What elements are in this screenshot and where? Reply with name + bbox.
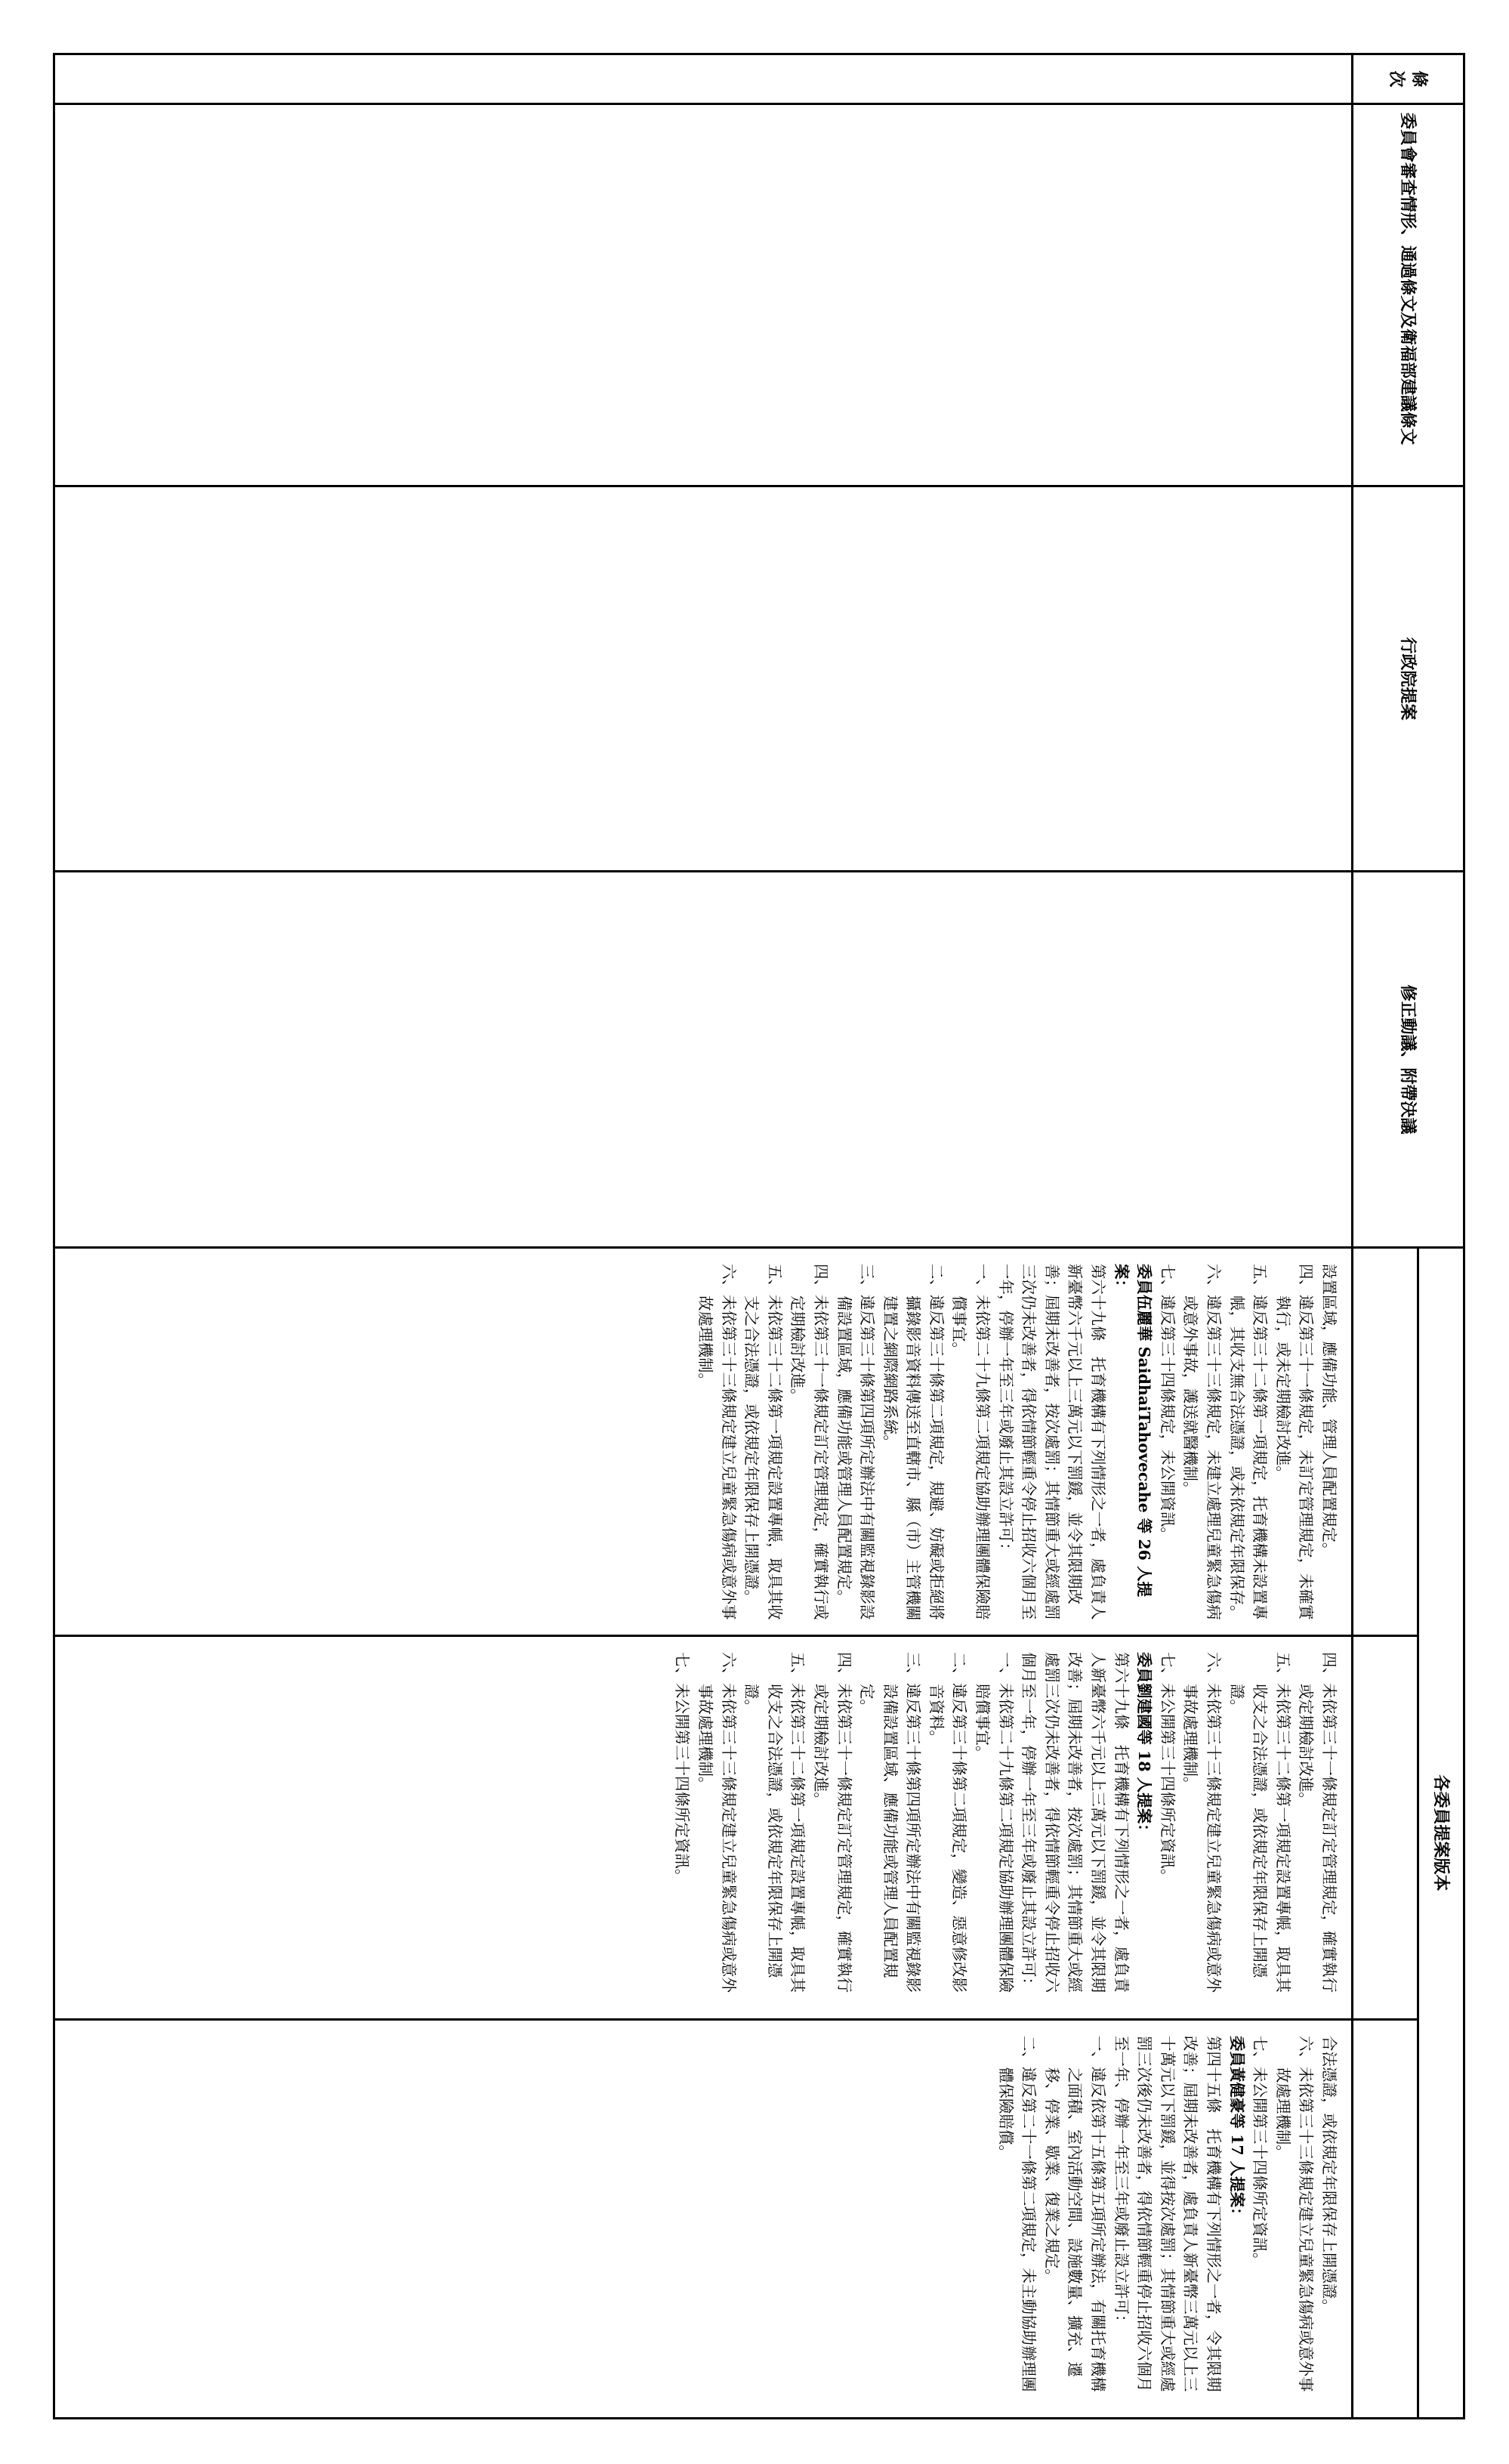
cell-committee-text xyxy=(54,104,1353,486)
article-item: 六、違反第三十三條規定，未建立處理兒童緊急傷病或意外事故，護送就醫機制。 xyxy=(1181,1264,1224,1620)
proposal-heading: 委員伍麗華 SaidhaiTahovecahe 等 26 人提案： xyxy=(1112,1264,1154,1598)
article-item: 五、未依第三十二條第一項規定設置專帳，取具其收支之合法憑證，或依規定年限保存上開憑證。 xyxy=(742,1652,807,1993)
header-executive-proposal: 行政院提案 xyxy=(1353,486,1464,872)
header-amendment: 修正動議、附帶決議 xyxy=(1353,872,1464,1248)
proposal-heading: 委員黃健豪等 17 人提案： xyxy=(1227,2036,1246,2223)
article-item: 七、違反第三十四條規定，未公開資訊。 xyxy=(1158,1264,1177,1542)
article-item: 二、違反第三十條第二項規定，規避、妨礙或拒絕將攝錄影音資料傳送至直轄市、縣（市）主管機關建置之網際網路系統。 xyxy=(881,1264,946,1621)
article-item: 一、未依第二十九條第二項規定協助辦理團體保險賠償事宜。 xyxy=(950,1264,992,1620)
article-item: 七、未公開第三十四條所定資訊。 xyxy=(1158,1652,1177,1885)
cell-proposal-column-1 xyxy=(54,1248,1353,1636)
article-item: 六、未依第三十三條規定建立兒童緊急傷病或意外事故處理機制。 xyxy=(696,1652,738,1993)
article-item: 五、違反第三十二條第一項規定，托育機構未設置專帳，其收支無合法憑證，或未依規定年限保存。 xyxy=(1227,1264,1270,1621)
article-paragraph: 第六十九條 托育機構有下列情形之一者，處負責人新臺幣六千元以上三萬元以下罰鍰，並令其限期改善；屆期未改善者，按次處罰；其情節重大或經處罰三次仍未改善者，得依情節輕重令停止招收六個月至一年，停辦一年至三年或廢止其設立許可： xyxy=(1020,1652,1131,1993)
rotated-page xyxy=(53,53,1465,2417)
article-item: 一、未依第二十九條第二項規定協助辦理團體保險賠償事宜。 xyxy=(974,1652,1015,1993)
header-proposal-col-3 xyxy=(1353,2020,1418,2419)
article-paragraph: 第六十九條 托育機構有下列情形之一者，處負責人新臺幣六千元以上三萬元以下罰鍰，並令其限期改善；屆期未改善者，按次處罰；其情節重大或經處罰三次仍未改善者，得依情節輕重令停止招收六個月至一年，停辦一年至三年或廢止其設立許可： xyxy=(996,1264,1108,1620)
header-proposals: 各委員提案版本 xyxy=(1418,1248,1464,2419)
article-item: 六、未依第三十三條規定建立兒童緊急傷病或意外事故處理機制。 xyxy=(1273,2036,1316,2392)
article-item: 設置區域，應備功能、管理人員配置規定。 xyxy=(1320,1264,1338,1558)
cell-executive-proposal xyxy=(54,486,1353,872)
cell-proposal-column-3 xyxy=(54,2020,1353,2419)
header-proposal-col-1 xyxy=(1353,1248,1418,1636)
article-item: 七、未公開第三十四條所定資訊。 xyxy=(1251,2036,1270,2268)
article-item: 四、未依第三十一條規定訂定管理規定，確實執行或定期檢討改進。 xyxy=(811,1652,853,1993)
article-item: 五、未依第三十二條第一項規定設置專帳，取具其收支之合法憑證，或依規定年限保存上開憑證。 xyxy=(742,1264,784,1620)
article-item: 五、未依第三十二條第一項規定設置專帳，取具其收支之合法憑證，或依規定年限保存上開憑證。 xyxy=(1227,1652,1292,1993)
article-item: 六、未依第三十三條規定建立兒童緊急傷病或意外事故處理機制。 xyxy=(696,1264,738,1620)
article-item: 七、未公開第三十四條所定資訊。 xyxy=(673,1652,692,1885)
cell-proposal-column-2 xyxy=(54,1636,1353,2020)
article-item: 二、違反第二十一條第二項規定，未主動協助辦理團體保險賠償。 xyxy=(996,2036,1038,2392)
proposal-heading: 委員劉建國等 18 人提案： xyxy=(1135,1652,1154,1839)
comparison-table xyxy=(53,53,1465,2419)
article-item: 六、未依第三十三條規定建立兒童緊急傷病或意外事故處理機制。 xyxy=(1181,1652,1224,1993)
header-article: 條次 xyxy=(1353,54,1464,104)
article-item: 四、違反第三十一條規定，未訂定管理規定，未確實執行，或未定期檢討改進。 xyxy=(1273,1264,1316,1620)
header-committee-text: 委員會審查情形、通過條文及衛福部建議條文 xyxy=(1353,104,1464,486)
header-proposal-col-2 xyxy=(1353,1636,1418,2020)
article-item: 四、未依第三十一條規定訂定管理規定，確實執行或定期檢討改進。 xyxy=(788,1264,830,1620)
article-item: 四、未依第三十一條規定訂定管理規定，確實執行或定期檢討改進。 xyxy=(1297,1652,1338,1993)
cell-article xyxy=(54,54,1353,104)
article-item: 合法憑證，或依規定年限保存上開憑證。 xyxy=(1320,2036,1338,2314)
cell-amendment xyxy=(54,872,1353,1248)
article-paragraph: 第四十五條 托育機構有下列情形之一者，令其限期改善；屆期未改善者，處負責人新臺幣三萬元以上三十萬元以下罰鍰，並得按次處罰；其情節重大或經處罰三次後仍未改善者，得依情節輕重停止招收六個月至一年、停辦一年至三年或廢止設立許可： xyxy=(1112,2036,1224,2392)
article-item: 一、違反依第十五條第五項所定辦法，有關托育機構之面積、室內活動空間、設施數量、擴充、遷移、停業、歇業、復業之規定。 xyxy=(1042,2036,1108,2392)
article-item: 三、違反第三十條第四項所定辦法中有關監視錄影設備設置區域，應備功能或管理人員配置規定。 xyxy=(835,1264,877,1620)
article-item: 三、違反第三十條第四項所定辦法中有關監視錄影設備設置區域、應備功能或管理人員配置規定。 xyxy=(858,1652,923,1993)
article-item: 二、違反第三十條第二項規定，變造、惡意修改影音資料。 xyxy=(927,1652,969,1993)
